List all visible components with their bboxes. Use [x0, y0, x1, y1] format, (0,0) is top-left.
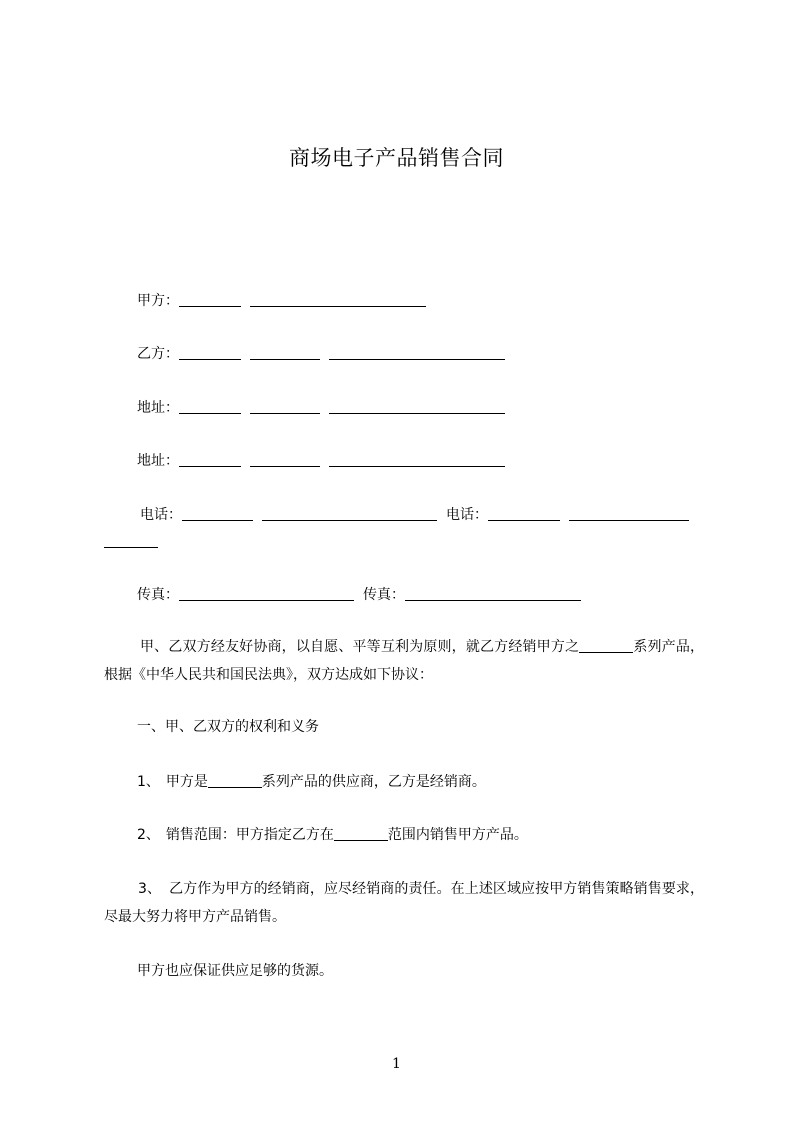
party-a-blank-2[interactable] [250, 292, 426, 307]
document-title: 商场电子产品销售合同 [289, 146, 504, 170]
party-a-label: 甲方： [137, 293, 179, 309]
phone-2-blank-2[interactable] [569, 506, 689, 521]
intro-paragraph [104, 633, 704, 689]
item-2-text-b: 范围内销售甲方产品。 [387, 827, 528, 843]
address-label-1: 地址： [137, 400, 179, 416]
party-b-blank-1[interactable] [179, 345, 241, 360]
address-line-1 [137, 398, 505, 418]
phone-1-blank-1[interactable] [182, 506, 253, 521]
phone-1-blank-2[interactable] [262, 506, 437, 521]
item-2-blank[interactable] [334, 826, 388, 841]
fax-label-1: 传真： [137, 587, 179, 603]
product-series-blank[interactable] [579, 638, 633, 653]
fax-2-blank[interactable] [405, 586, 581, 601]
address-line-2 [137, 451, 505, 471]
item-1-text-b: 系列产品的供应商，乙方是经销商。 [261, 774, 486, 790]
intro-text-2: 系列产品，根据《中华人民共和国民法典》，双方达成如下协议： [104, 639, 705, 683]
address-1-blank-1[interactable] [179, 399, 241, 414]
address-1-blank-3[interactable] [329, 399, 505, 414]
item-3-number: 3、 [138, 881, 162, 897]
clause-item-2 [137, 825, 528, 845]
phone-2-blank-3[interactable] [104, 533, 158, 548]
page-number: 1 [392, 1056, 401, 1072]
phone-line [140, 505, 689, 525]
item-2-text-a: 销售范围：甲方指定乙方在 [165, 827, 334, 843]
party-a-blank-1[interactable] [179, 292, 241, 307]
address-1-blank-2[interactable] [250, 399, 320, 414]
phone-label-2: 电话： [446, 507, 488, 523]
item-2-number: 2、 [137, 827, 160, 843]
item-1-text-a: 甲方是 [165, 774, 208, 790]
fax-line [137, 585, 581, 605]
party-b-label: 乙方： [137, 346, 179, 362]
phone-line-continued [104, 532, 158, 552]
address-2-blank-1[interactable] [179, 452, 241, 467]
section-1-heading: 一、甲、乙双方的权利和义务 [137, 719, 319, 735]
item-1-number: 1、 [137, 774, 160, 790]
party-b-line [137, 344, 505, 364]
intro-text-1: 甲、乙双方经友好协商，以自愿、平等互利为原则，就乙方经销甲方之 [140, 639, 580, 655]
fax-1-blank[interactable] [179, 586, 354, 601]
fax-label-2: 传真： [363, 587, 405, 603]
item-3-text: 乙方作为甲方的经销商，应尽经销商的责任。在上述区域应按甲方销售策略销售要求，尽最大努力将甲方产品销售。 [104, 881, 704, 925]
party-b-blank-2[interactable] [250, 345, 320, 360]
supply-paragraph: 甲方也应保证供应足够的货源。 [137, 963, 333, 979]
clause-item-1 [137, 772, 486, 792]
address-2-blank-2[interactable] [250, 452, 320, 467]
phone-2-blank-1[interactable] [488, 506, 560, 521]
phone-label-1: 电话： [140, 507, 182, 523]
address-2-blank-3[interactable] [329, 452, 505, 467]
address-label-2: 地址： [137, 453, 179, 469]
item-1-blank[interactable] [208, 773, 262, 788]
clause-item-3 [104, 875, 704, 931]
party-a-line [137, 291, 426, 311]
party-b-blank-3[interactable] [329, 345, 505, 360]
